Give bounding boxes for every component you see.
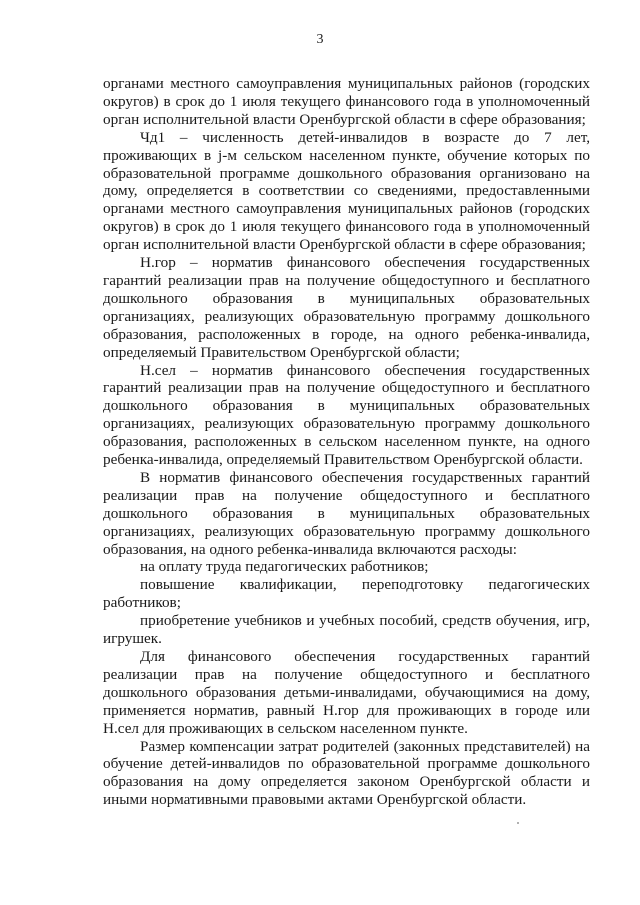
paragraph-norm-expenses: В норматив финансового обеспечения государственных гарантий реализации прав на получение общедоступного и бесплатного дошкольного образования в муниципальных образовательных организациях, реализующих образовательную программу дошкольного образования, на одного ребенка-инвалида включаются расходы: xyxy=(103,468,590,558)
paragraph-chd1-definition: Чд1 – численность детей-инвалидов в возрасте до 7 лет, проживающих в j-м сельском населенном пункте, обучение которых по образовательной программе дошкольного образования организовано на дому, определяется в соответствии со сведениями, предоставленными органами местного самоуправления муниципальных районов (городских округов) в срок до 1 июля текущего финансового года в уполномоченный орган исполнительной власти Оренбургской области в сфере образования; xyxy=(103,128,590,254)
paragraph-norm-application: Для финансового обеспечения государственных гарантий реализации прав на получение общедоступного и бесплатного дошкольного образования детьми-инвалидами, обучающимися на дому, применяется норматив, равный Н.гор для проживающих в городе или Н.сел для проживающих в сельском населенном пункте. xyxy=(103,648,590,737)
list-item-salary: на оплату труда педагогических работников; xyxy=(140,558,429,576)
paragraph-nsel-definition: Н.сел – норматив финансового обеспечения государственных гарантий реализации прав на получение общедоступного и бесплатного дошкольного образования в муниципальных образовательных организациях, реализующих образовательную программу дошкольного образования, расположенных в сельском населенном пункте, на одного ребенка-инвалида, определяемый Правительством Оренбургской области. xyxy=(103,361,590,469)
list-item-textbooks: приобретение учебников и учебных пособий, средств обучения, игр, игрушек. xyxy=(103,612,590,648)
document-body xyxy=(103,75,590,809)
paragraph-continuation: органами местного самоуправления муниципальных районов (городских округов) в срок до 1 июля текущего финансового года в уполномоченный орган исполнительной власти Оренбургской области в сфере образования; xyxy=(103,75,590,128)
scan-speck xyxy=(517,822,519,824)
paragraph-compensation: Размер компенсации затрат родителей (законных представителей) на обучение детей-инвалидов по образовательной программе дошкольного образования на дому определяется законом Оренбургской области и иными нормативными правовыми актами Оренбургской области. xyxy=(103,737,590,809)
list-item-qualification: повышение квалификации, переподготовку педагогических работников; xyxy=(103,576,590,612)
paragraph-ngor-definition: Н.гор – норматив финансового обеспечения государственных гарантий реализации прав на получение общедоступного и бесплатного дошкольного образования в муниципальных образовательных организациях, реализующих образовательную программу дошкольного образования, расположенных в городе, на одного ребенка-инвалида, определяемый Правительством Оренбургской области; xyxy=(103,254,590,361)
page-number: 3 xyxy=(316,32,324,47)
